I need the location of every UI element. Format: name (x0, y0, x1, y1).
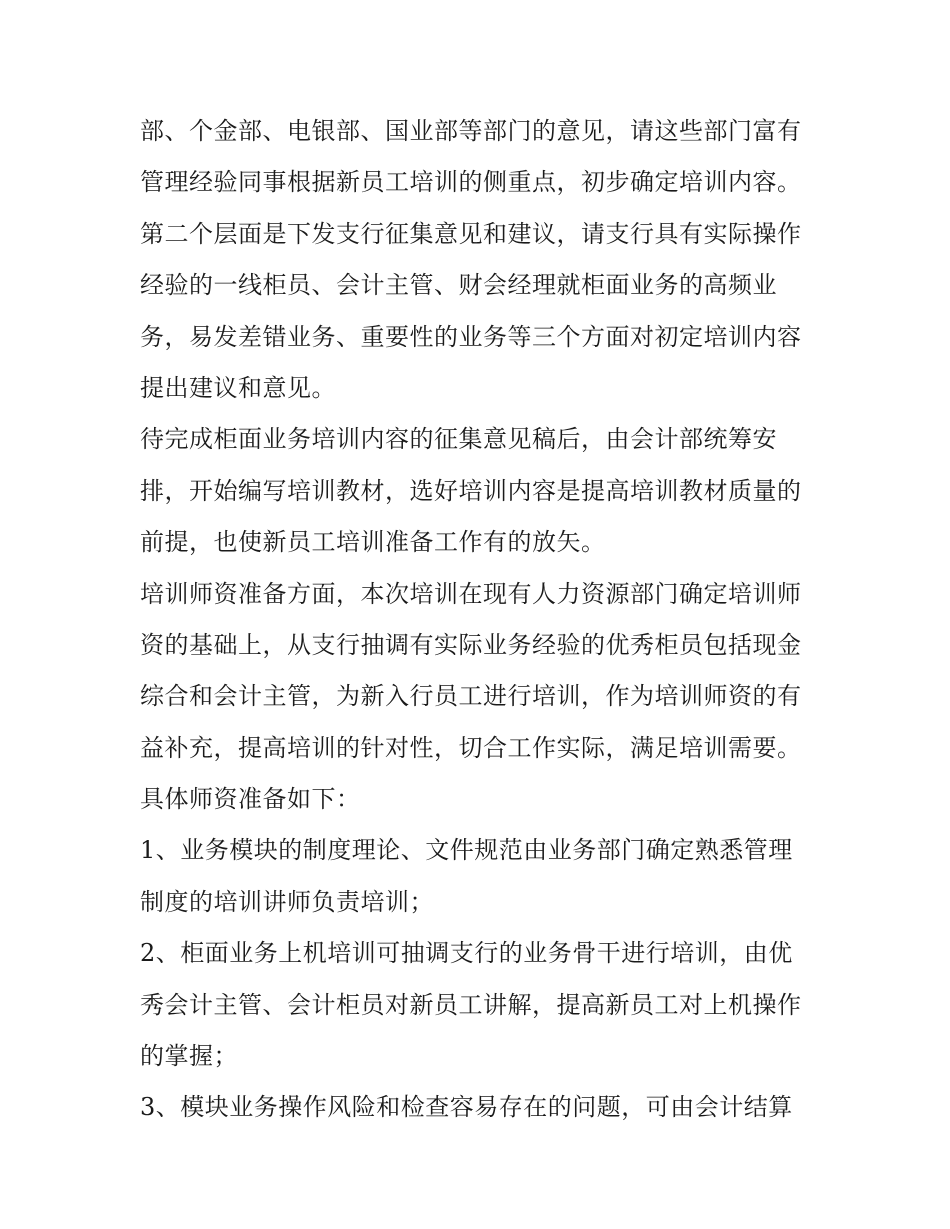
text-line: 第二个层面是下发支行征集意见和建议，请支行具有实际操作 (140, 219, 802, 248)
text-line: 1、业务模块的制度理论、文件规范由业务部门确定熟悉管理 (140, 836, 793, 865)
text-line: 部、个金部、电银部、国业部等部门的意见，请这些部门富有 (140, 117, 802, 145)
document-body (140, 106, 820, 1134)
text-line: 综合和会计主管，为新入行员工进行培训，作为培训师资的有 (140, 682, 802, 711)
text-line: 提出建议和意见。 (140, 373, 336, 402)
text-line: 待完成柜面业务培训内容的征集意见稿后，由会计部统筹安 (140, 425, 777, 454)
text-line: 资的基础上，从支行抽调有实际业务经验的优秀柜员包括现金 (140, 630, 802, 659)
text-line: 制度的培训讲师负责培训； (140, 887, 434, 916)
text-line: 3、模块业务操作风险和检查容易存在的问题，可由会计结算 (140, 1093, 793, 1122)
text-line: 益补充，提高培训的针对性，切合工作实际，满足培训需要。 (140, 733, 802, 762)
text-line: 秀会计主管、会计柜员对新员工讲解，提高新员工对上机操作 (140, 990, 802, 1019)
text-line: 务，易发差错业务、重要性的业务等三个方面对初定培训内容 (140, 322, 802, 351)
text-line: 2、柜面业务上机培训可抽调支行的业务骨干进行培训，由优 (140, 939, 793, 968)
text-line: 前提，也使新员工培训准备工作有的放矢。 (140, 528, 606, 557)
text-line: 的掌握； (140, 1042, 238, 1071)
text-line: 经验的一线柜员、会计主管、财会经理就柜面业务的高频业 (140, 271, 777, 300)
text-line: 具体师资准备如下： (140, 785, 361, 814)
text-line: 排，开始编写培训教材，选好培训内容是提高培训教材质量的 (140, 476, 802, 505)
text-line: 培训师资准备方面，本次培训在现有人力资源部门确定培训师 (140, 579, 802, 608)
text-line: 管理经验同事根据新员工培训的侧重点，初步确定培训内容。 (140, 168, 802, 197)
